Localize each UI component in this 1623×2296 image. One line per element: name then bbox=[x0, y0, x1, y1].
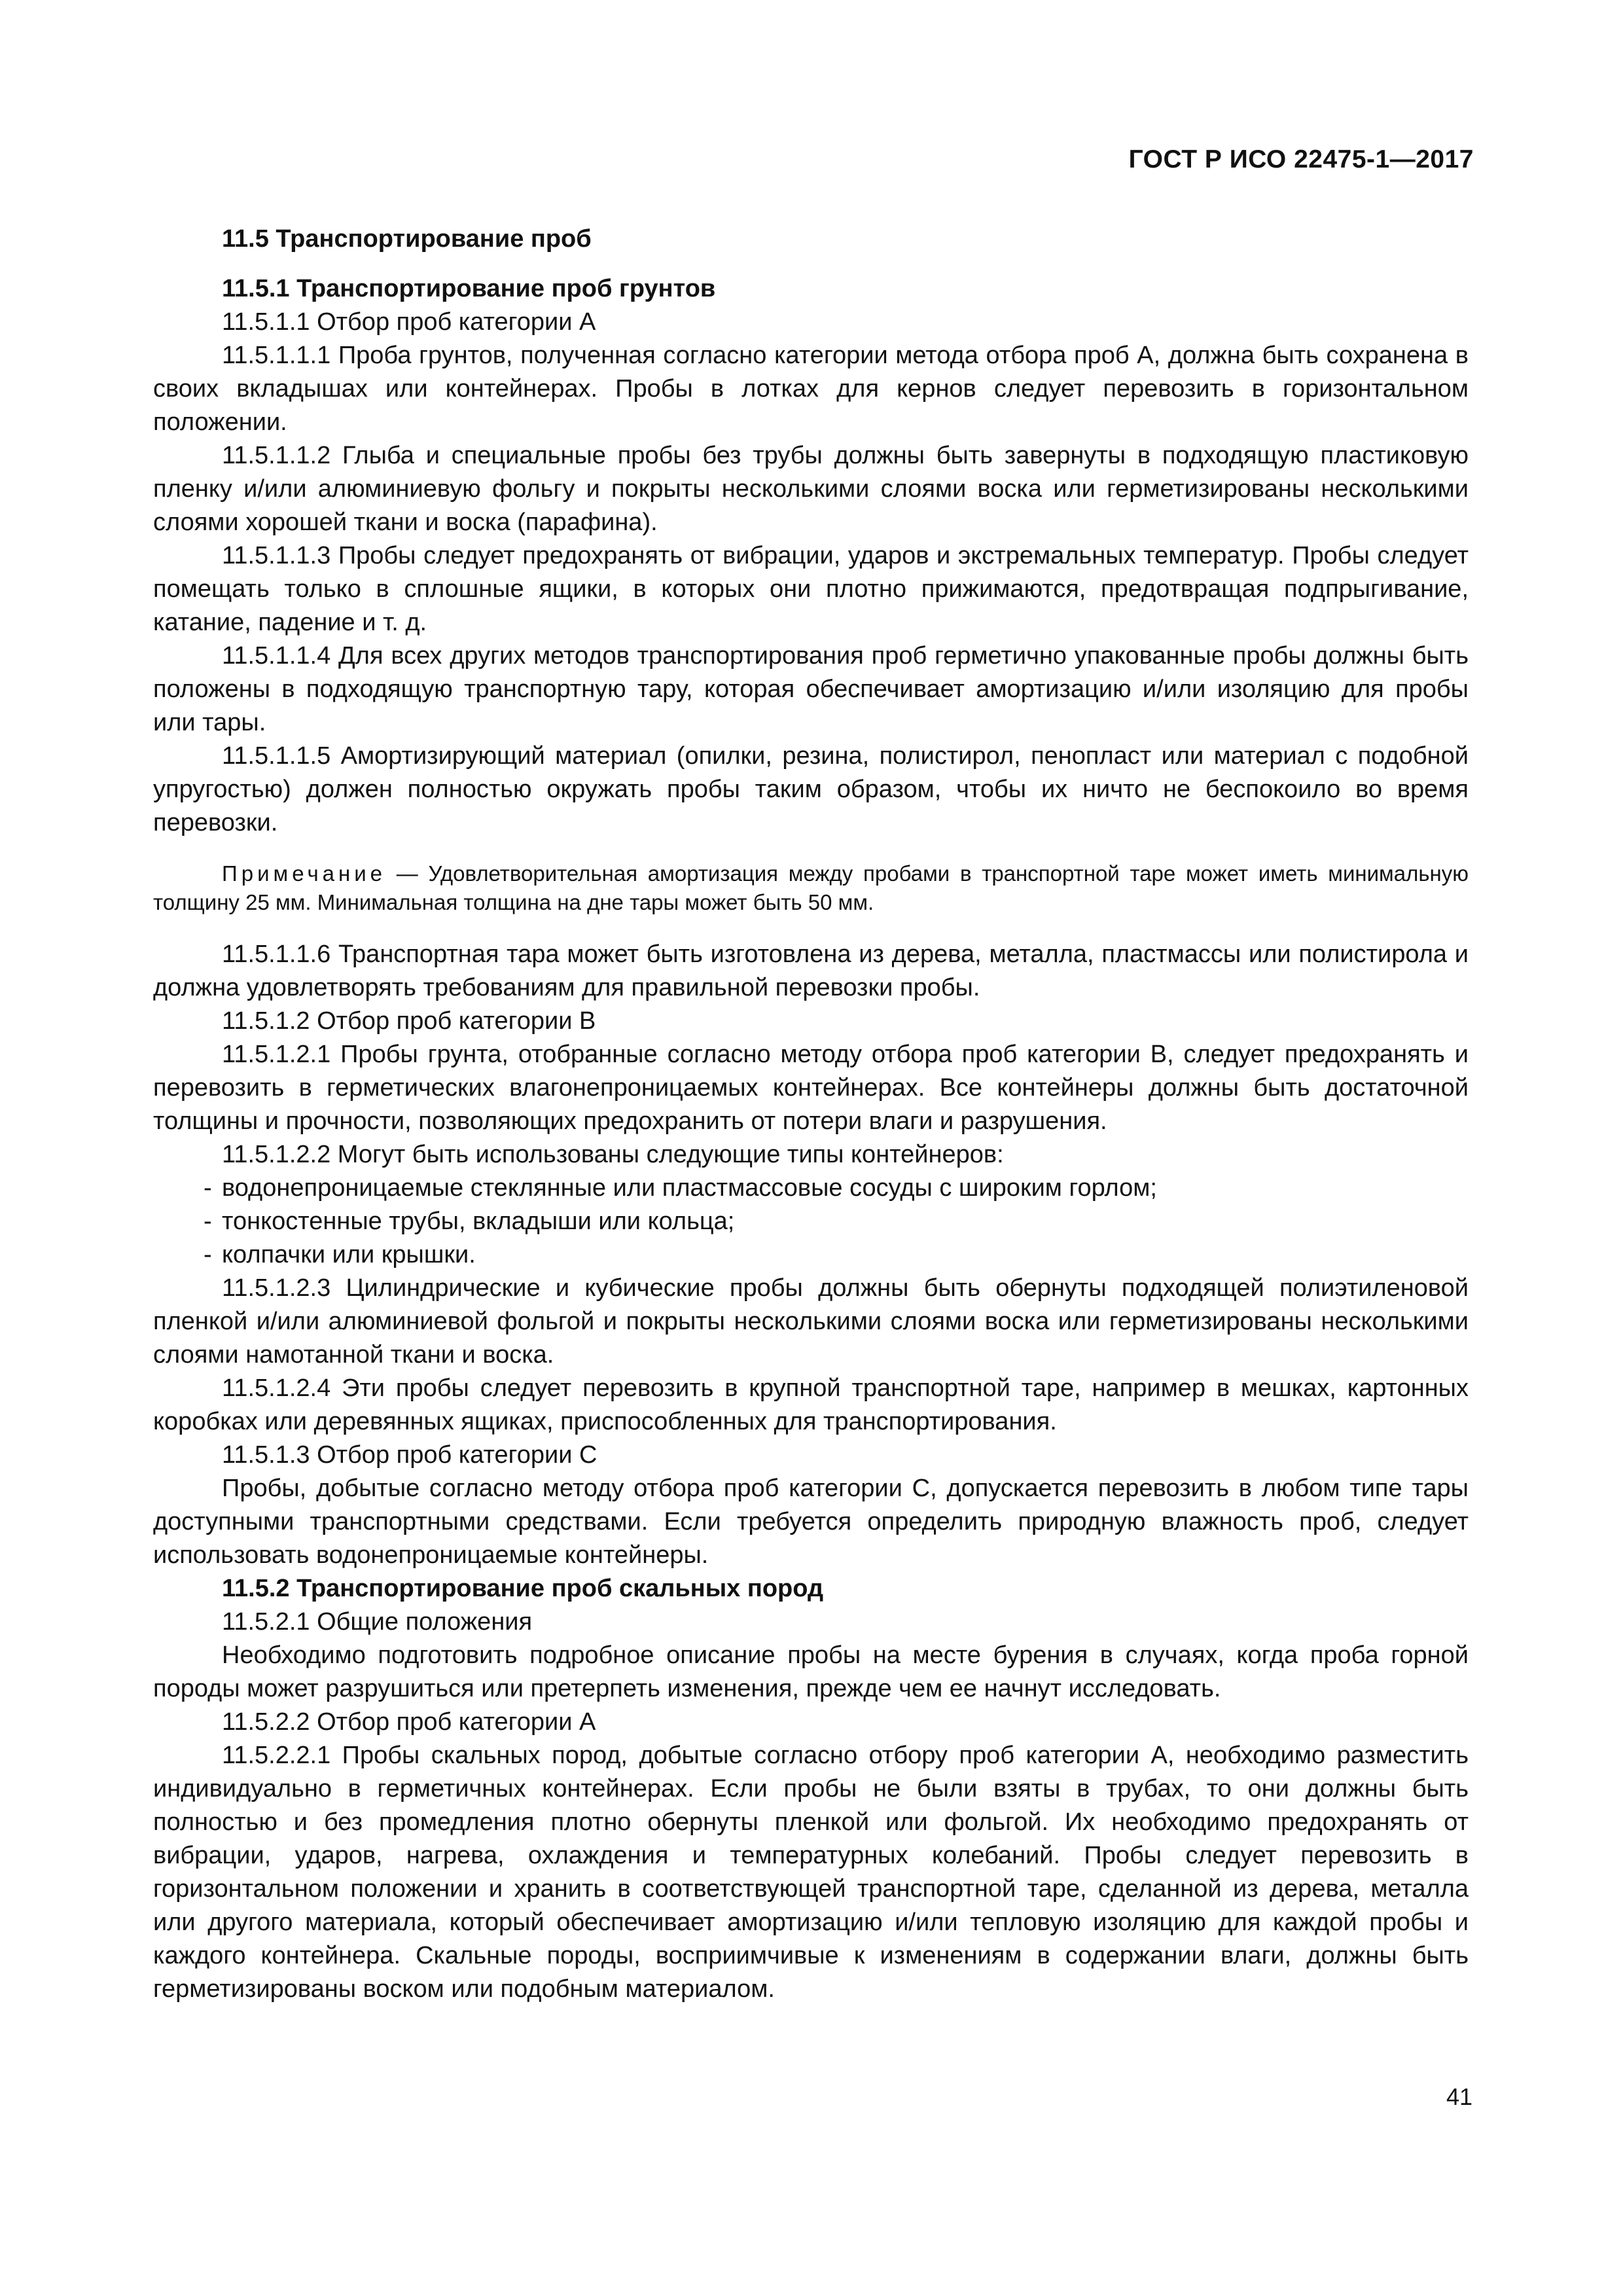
subsection-heading-11-5-2-2: 11.5.2.2 Отбор проб категории А bbox=[222, 1708, 596, 1736]
paragraph-11-5-1-2-1: 11.5.1.2.1 Пробы грунта, отобранные согласно методу отбора проб категории В, следует предохранять и перевозить в герметических влагонепроницаемых контейнерах. Все контейнеры должны быть достаточной толщины и прочности, позволяющих предохранить от потери влаги и разрушения. bbox=[153, 1041, 1469, 1135]
document-body bbox=[153, 223, 1469, 2006]
paragraph-11-5-2-1: Необходимо подготовить подробное описание пробы на месте бурения в случаях, когда проба горной породы может разрушиться или претерпеть изменения, прежде чем ее начнут исследовать. bbox=[153, 1641, 1469, 1702]
paragraph-11-5-1-1-5: 11.5.1.1.5 Амортизирующий материал (опилки, резина, полистирол, пенопласт или материал с подобной упругостью) должен полностью окружать пробы таким образом, чтобы их ничто не беспокоило во время перевозки. bbox=[153, 742, 1469, 836]
note bbox=[153, 859, 1469, 917]
paragraph-11-5-2-2-1: 11.5.2.2.1 Пробы скальных пород, добытые согласно отбору проб категории А, необходимо разместить индивидуально в герметичных контейнерах. Если пробы не были взяты в трубах, то они должны быть полностью и без промедления плотно обернуты пленкой или фольгой. Их необходимо предохранять от вибрации, ударов, нагрева, охлаждения и температурных колебаний. Пробы следует перевозить в горизонтальном положении и хранить в соответствующей транспортной таре, сделанной из дерева, металла или другого материала, который обеспечивает амортизацию и/или тепловую изоляцию для каждой пробы и каждого контейнера. Скальные породы, восприимчивые к изменениям в содержании влаги, должны быть герметизированы воском или подобным материалом. bbox=[153, 1742, 1469, 2003]
paragraph-11-5-1-1-4: 11.5.1.1.4 Для всех других методов транспортирования проб герметично упакованные пробы должны быть положены в подходящую транспортную тару, которая обеспечивает амортизацию и/или изоляцию для пробы или тары. bbox=[153, 642, 1469, 736]
section-heading-11-5-1: 11.5.1 Транспортирование проб грунтов bbox=[222, 275, 716, 302]
list-item: - тонкостенные трубы, вкладыши или кольца; bbox=[153, 1205, 1469, 1238]
note-text: — Удовлетворительная амортизация между пробами в транспортной таре может иметь минимальную толщину 25 мм. Минимальная толщина на дне тары может быть 50 мм. bbox=[153, 861, 1469, 914]
list-item: - водонепроницаемые стеклянные или пластмассовые сосуды с широким горлом; bbox=[153, 1172, 1469, 1205]
paragraph-11-5-1-1-2: 11.5.1.1.2 Глыба и специальные пробы без трубы должны быть завернуты в подходящую пластиковую пленку и/или алюминиевую фольгу и покрыты несколькими слоями воска или герметизированы несколькими слоями хорошей ткани и воска (парафина). bbox=[153, 442, 1469, 536]
note-label: Примечание bbox=[222, 861, 387, 886]
paragraph-11-5-1-1-6: 11.5.1.1.6 Транспортная тара может быть изготовлена из дерева, металла, пластмассы или полистирола и должна удовлетворять требованиям для правильной перевозки пробы. bbox=[153, 941, 1469, 1001]
paragraph-11-5-1-1-3: 11.5.1.1.3 Пробы следует предохранять от вибрации, ударов и экстремальных температур. Пробы следует помещать только в сплошные ящики, в которых они плотно прижимаются, предотвращая подпрыгивание, катание, падение и т. д. bbox=[153, 542, 1469, 636]
list-bullet: - bbox=[204, 1174, 212, 1202]
container-types-list bbox=[153, 1172, 1469, 1272]
paragraph-11-5-1-3: Пробы, добытые согласно методу отбора проб категории С, допускается перевозить в любом типе тары доступными транспортными средствами. Если требуется определить природную влажность проб, следует использовать водонепроницаемые контейнеры. bbox=[153, 1475, 1469, 1569]
subsection-heading-11-5-2-1: 11.5.2.1 Общие положения bbox=[222, 1608, 533, 1636]
list-item: - колпачки или крышки. bbox=[153, 1238, 1469, 1272]
list-bullet: - bbox=[204, 1208, 212, 1235]
section-heading-11-5: 11.5 Транспортирование проб bbox=[222, 225, 592, 253]
section-heading-11-5-2: 11.5.2 Транспортирование проб скальных пород bbox=[222, 1575, 824, 1602]
paragraph-11-5-1-2-2: 11.5.1.2.2 Могут быть использованы следующие типы контейнеров: bbox=[222, 1141, 1004, 1168]
paragraph-11-5-1-2-4: 11.5.1.2.4 Эти пробы следует перевозить в крупной транспортной таре, например в мешках, картонных коробках или деревянных ящиках, приспособленных для транспортирования. bbox=[153, 1374, 1469, 1435]
standard-header: ГОСТ Р ИСО 22475-1—2017 bbox=[1128, 145, 1474, 173]
subsection-heading-11-5-1-3: 11.5.1.3 Отбор проб категории С bbox=[222, 1441, 597, 1469]
list-bullet: - bbox=[204, 1241, 212, 1268]
subsection-heading-11-5-1-1: 11.5.1.1 Отбор проб категории А bbox=[222, 308, 596, 336]
subsection-heading-11-5-1-2: 11.5.1.2 Отбор проб категории В bbox=[222, 1007, 596, 1035]
paragraph-11-5-1-1-1: 11.5.1.1.1 Проба грунтов, полученная согласно категории метода отбора проб А, должна быть сохранена в своих вкладышах или контейнерах. Пробы в лотках для кернов следует перевозить в горизонтальном положении. bbox=[153, 342, 1469, 436]
page-number: 41 bbox=[1446, 2083, 1472, 2110]
paragraph-11-5-1-2-3: 11.5.1.2.3 Цилиндрические и кубические пробы должны быть обернуты подходящей полиэтиленовой пленкой и/или алюминиевой фольгой и покрыты несколькими слоями воска или герметизированы несколькими слоями намотанной ткани и воска. bbox=[153, 1274, 1469, 1369]
